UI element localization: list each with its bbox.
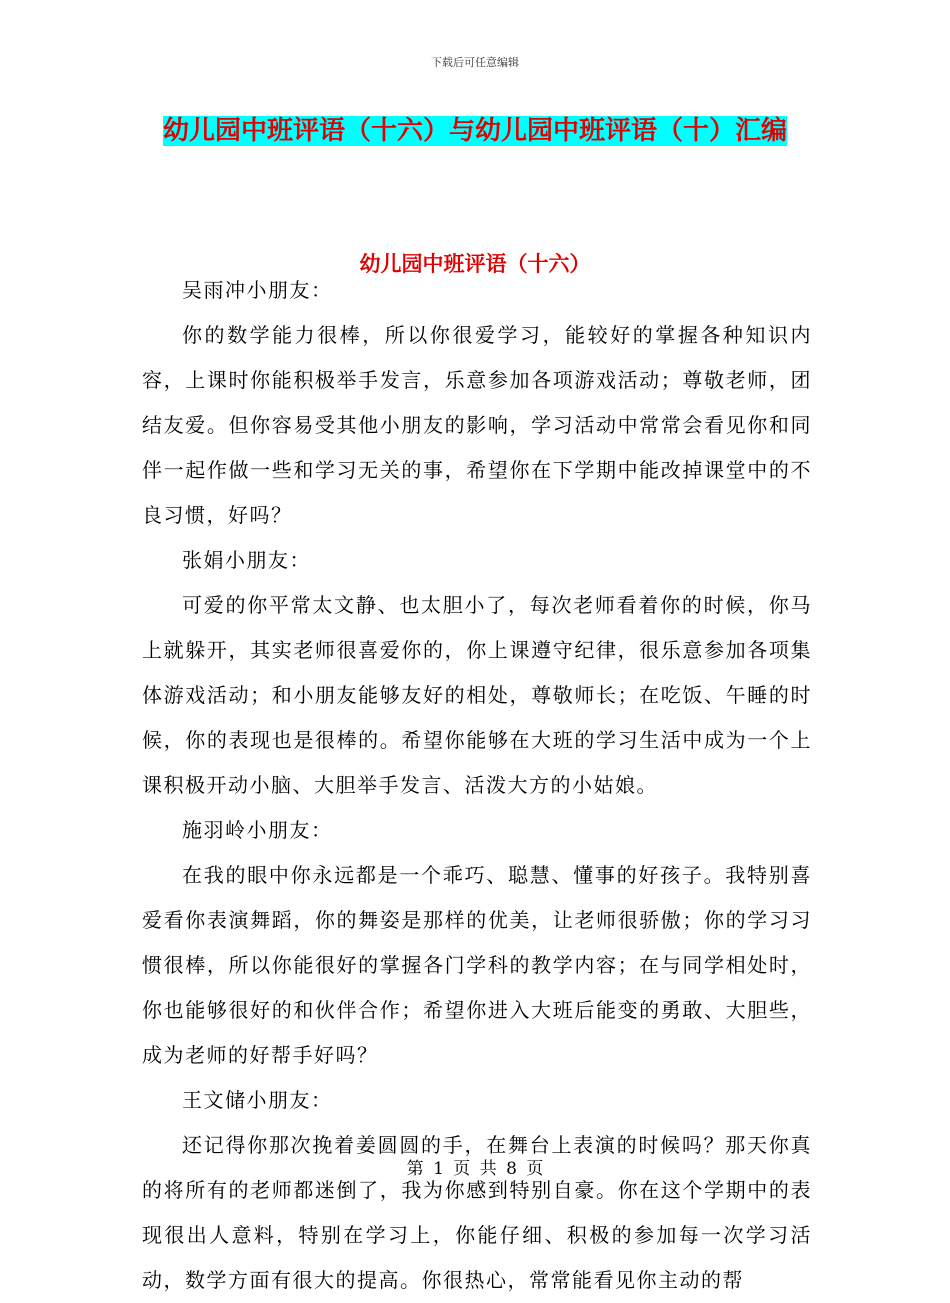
page-footer: 第 1 页 共 8 页 (406, 1159, 544, 1179)
addressee-2: 张娟小朋友： (182, 548, 311, 572)
addressee-1: 吴雨冲小朋友： (182, 278, 333, 302)
section-title: 幼儿园中班评语（十六） (359, 252, 591, 276)
comment-paragraph-3: 在我的眼中你永远都是一个乖巧、聪慧、懂事的好孩子。我特别喜爱看你表演舞蹈，你的舞姿是那样的优美，让老师很骄傲；你的学习习惯很棒，所以你能很好的掌握各门学科的教学内容；在与同学相处时，你也能够很好的和伙伴合作；希望你进入大班后能变的勇敢、大胆些，成为老师的好帮手好吗？ (142, 863, 812, 1067)
comment-paragraph-4: 还记得你那次挽着姜圆圆的手，在舞台上表演的时候吗？那天你真的将所有的老师都迷倒了，我为你感到特别自豪。你在这个学期中的表现很出人意料，特别在学习上，你能仔细、积极的参加每一次学习活动，数学方面有很大的提高。你很热心，常常能看见你主动的帮 (142, 1133, 812, 1292)
comment-paragraph-1: 你的数学能力很棒，所以你很爱学习，能较好的掌握各种知识内容，上课时你能积极举手发言，乐意参加各项游戏活动；尊敬老师，团结友爱。但你容易受其他小朋友的影响，学习活动中常常会看见你和同伴一起作做一些和学习无关的事，希望你在下学期中能改掉课堂中的不良习惯，好吗？ (142, 323, 812, 527)
addressee-4: 王文储小朋友： (182, 1088, 333, 1112)
page-header: 下载后可任意编辑 (431, 56, 519, 69)
document-title (140, 108, 810, 154)
comment-paragraph-2: 可爱的你平常太文静、也太胆小了，每次老师看着你的时候，你马上就躲开，其实老师很喜爱你的，你上课遵守纪律，很乐意参加各项集体游戏活动；和小朋友能够友好的相处，尊敬师长；在吃饭、午睡的时候，你的表现也是很棒的。希望你能够在大班的学习生活中成为一个上课积极开动小脑、大胆举手发言、活泼大方的小姑娘。 (142, 593, 812, 797)
document-title-text: 幼儿园中班评语（十六）与幼儿园中班评语（十）汇编 (162, 116, 787, 146)
addressee-3: 施羽岭小朋友： (182, 818, 333, 842)
document-body (142, 268, 812, 1303)
